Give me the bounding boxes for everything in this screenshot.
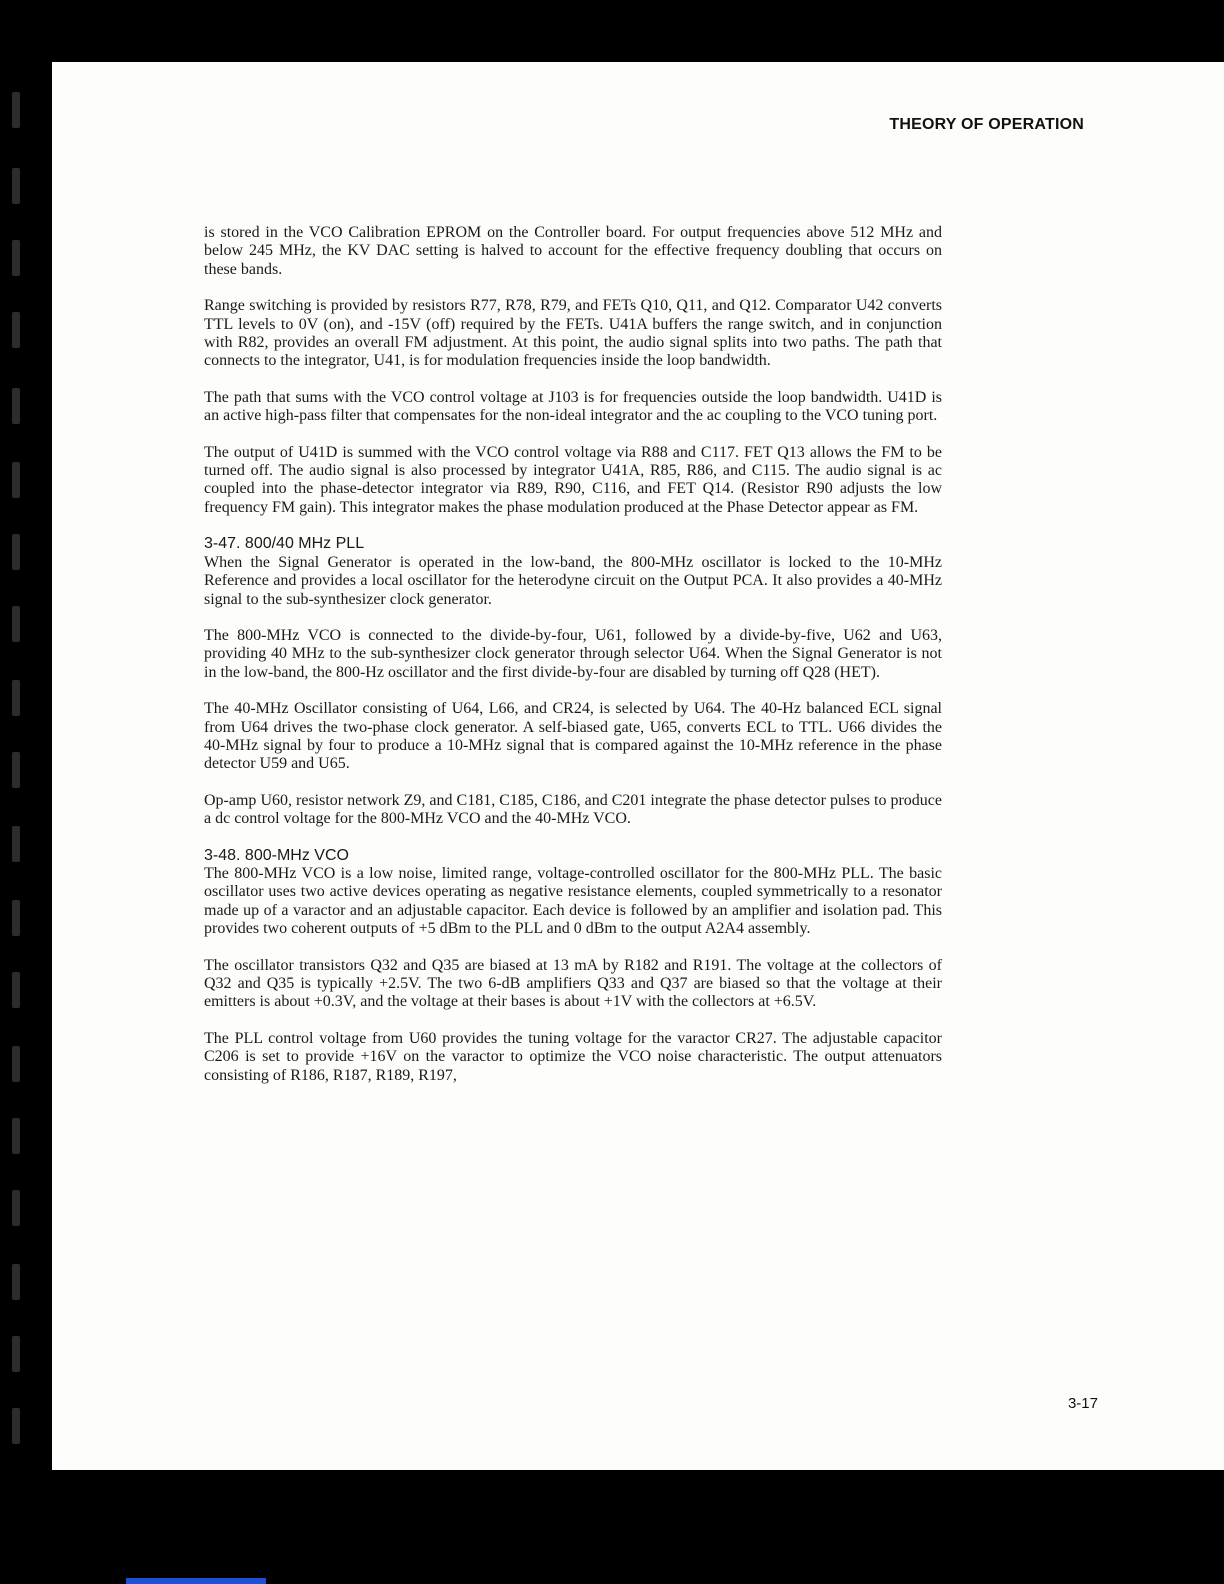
page-number: 3-17 [1067, 1395, 1098, 1412]
binder-hole [12, 168, 20, 204]
binder-hole [12, 900, 20, 936]
binder-hole [12, 680, 20, 716]
paragraph: The 40-MHz Oscillator consisting of U64, L66, and CR24, is selected by U64. The 40-Hz balanced ECL signal from U64 drives the two-phase clock generator. A self-biased gate, U65, converts ECL to TTL. U66 divides the 40-MHz signal by four to produce a 10-MHz signal that is compared against the 10-MHz reference in the phase detector U59 and U65. [204, 700, 942, 773]
binder-hole [12, 240, 20, 276]
binder-hole [12, 1336, 20, 1372]
section-heading-3-47: 3-47. 800/40 MHz PLL [204, 535, 365, 553]
paragraph: is stored in the VCO Calibration EPROM on the Controller board. For output frequencies above 512 MHz and below 245 MHz, the KV DAC setting is halved to account for the effective frequency doubling that occurs on these bands. [204, 224, 942, 278]
binder-hole [12, 606, 20, 642]
binder-hole [12, 534, 20, 570]
binder-hole [12, 1408, 20, 1444]
paragraph: The path that sums with the VCO control voltage at J103 is for frequencies outside the loop bandwidth. U41D is an active high-pass filter that compensates for the non-ideal integrator and the ac coupling to the VCO tuning port. [204, 388, 942, 425]
binder-hole [12, 92, 20, 128]
binder-holes [0, 0, 52, 1584]
paragraph: Op-amp U60, resistor network Z9, and C181, C185, C186, and C201 integrate the phase detector pulses to produce a dc control voltage for the 800-MHz VCO and the 40-MHz VCO. [204, 791, 942, 828]
binder-hole [12, 826, 20, 862]
paragraph: When the Signal Generator is operated in the low-band, the 800-MHz oscillator is locked to the 10-MHz Reference and provides a local oscillator for the heterodyne circuit on the Output PCA. It also provides a 40-MHz signal to the sub-synthesizer clock generator. [204, 553, 942, 608]
section-heading-3-48: 3-48. 800-MHz VCO [204, 846, 349, 864]
binder-hole [12, 312, 20, 348]
binder-hole [12, 752, 20, 788]
page-header: THEORY OF OPERATION [889, 116, 1084, 133]
paragraph: Range switching is provided by resistors R77, R78, R79, and FETs Q10, Q11, and Q12. Comparator U42 converts TTL levels to 0V (on), and -15V (off) required by the FETs. U41A buffers the range switch, and in conjunction with R82, provides an overall FM adjustment. At this point, the audio signal splits into two paths. The path that connects to the integrator, U41, is for modulation frequencies inside the loop bandwidth. [204, 297, 942, 370]
binder-hole [12, 972, 20, 1008]
paragraph: The 800-MHz VCO is connected to the divide-by-four, U61, followed by a divide-by-five, U62 and U63, providing 40 MHz to the sub-synthesizer clock generator through selector U64. When the Signal Generator is not in the low-band, the 800-Hz oscillator and the first divide-by-four are disabled by turning off Q28 (HET). [204, 626, 942, 681]
paragraph: The output of U41D is summed with the VCO control voltage via R88 and C117. FET Q13 allows the FM to be turned off. The audio signal is also processed by integrator U41A, R85, R86, and C115. The audio signal is ac coupled into the phase-detector integrator via R89, R90, C116, and FET Q14. (Resistor R90 adjusts the low frequency FM gain). This integrator makes the phase modulation produced at the Phase Detector appear as FM. [204, 443, 942, 516]
binder-hole [12, 388, 20, 424]
binder-hole [12, 1264, 20, 1300]
binder-hole [12, 1118, 20, 1154]
binder-hole [12, 1046, 20, 1082]
paragraph: The 800-MHz VCO is a low noise, limited range, voltage-controlled oscillator for the 800-MHz PLL. The basic oscillator uses two active devices operating as negative resistance elements, coupled symmetrically to a resonator made up of a varactor and an adjustable capacitor. Each device is followed by an amplifier and isolation pad. This provides two coherent outputs of +5 dBm to the PLL and 0 dBm to the output A2A4 assembly. [204, 864, 942, 938]
bottom-tab-marker [126, 1578, 266, 1584]
binder-hole [12, 462, 20, 498]
document-page [52, 62, 1224, 1470]
paragraph: The PLL control voltage from U60 provides the tuning voltage for the varactor CR27. The adjustable capacitor C206 is set to provide +16V on the varactor to optimize the VCO noise characteristic. The output attenuators consisting of R186, R187, R189, R197, [204, 1029, 942, 1084]
paragraph: The oscillator transistors Q32 and Q35 are biased at 13 mA by R182 and R191. The voltage at the collectors of Q32 and Q35 is typically +2.5V. The two 6-dB amplifiers Q33 and Q37 are biased so that the voltage at their emitters is about +0.3V, and the voltage at their bases is about +1V with the collectors at +6.5V. [204, 956, 942, 1011]
binder-hole [12, 1190, 20, 1226]
body-text [204, 224, 942, 1103]
